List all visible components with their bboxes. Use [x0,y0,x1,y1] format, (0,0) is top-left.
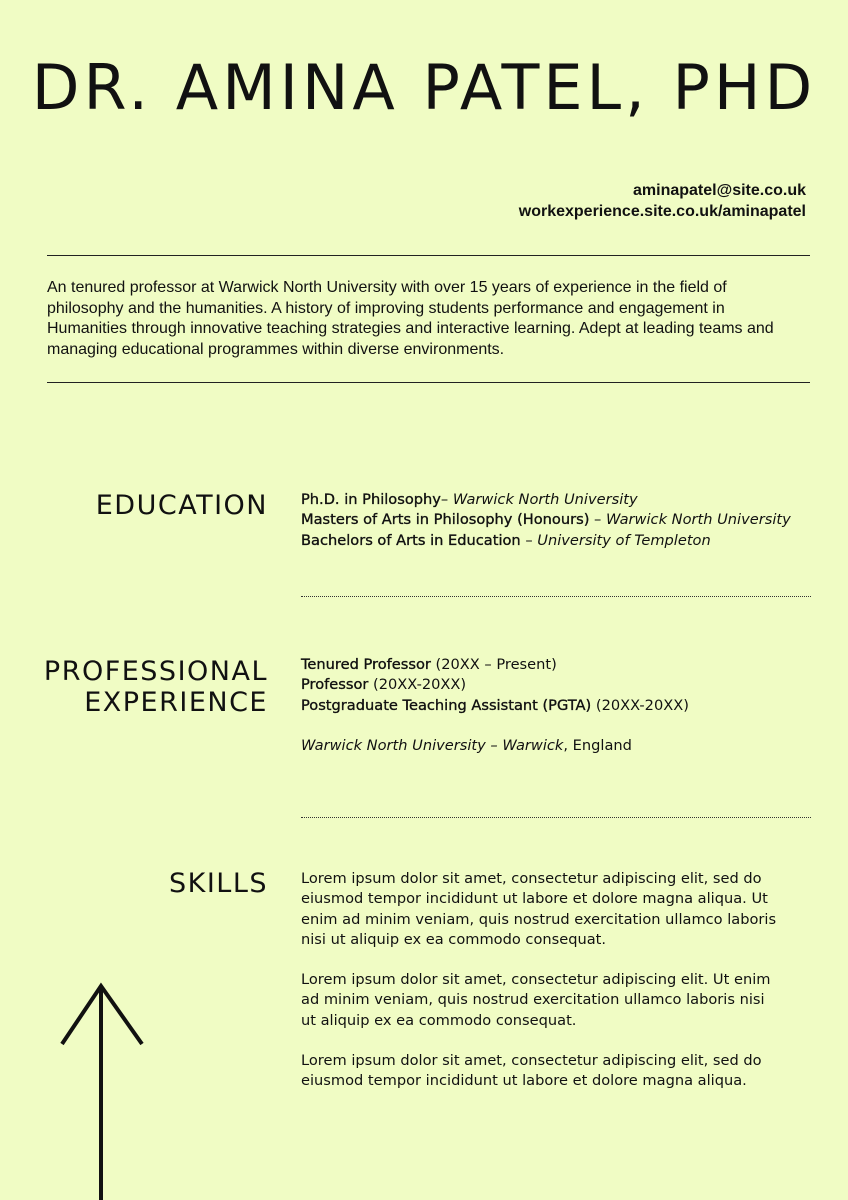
role-item [301,675,811,695]
degree-text: Bachelors of Arts in Education [301,531,521,549]
skills-paragraph: Lorem ipsum dolor sit amet, consectetur adipiscing elit, sed do eiusmod tempor incididunt ut labore et dolore magna aliqua. Ut enim ad minim veniam, quis nostrud exercitation ullamco laboris nisi ut aliquip ex ea commodo consequat. [301,870,777,948]
skills-title: SKILLS [168,868,268,899]
email-text: aminapatel@site.co.uk [633,182,806,199]
education-list [301,490,811,551]
up-arrow-icon [58,980,148,1200]
school-text: University of Templeton [537,531,711,549]
education-item [301,531,811,551]
education-item [301,510,811,530]
location-text: , England [563,736,632,754]
dates-text: (20XX – Present) [430,656,557,673]
employer-line [301,736,811,756]
dotted-divider [301,817,811,818]
dotted-divider [301,596,811,597]
experience-list [301,655,811,756]
experience-title-line2: EXPERIENCE [84,687,268,718]
education-title: EDUCATION [95,490,268,521]
dates-text: (20XX-20XX) [368,676,467,694]
contact-block [519,180,806,222]
degree-text: Masters of Arts in Philosophy (Honours) [301,511,590,529]
role-text: Postgraduate Teaching Assistant (PGTA) [301,696,592,714]
degree-text: Ph.D. in Philosophy [301,491,441,508]
school-text: Warwick North University [605,511,791,529]
experience-title-line1: PROFESSIONAL [43,656,268,687]
skills-text [301,869,781,1112]
school-text: Warwick North University [452,491,638,508]
skills-paragraph: Lorem ipsum dolor sit amet, consectetur adipiscing elit. Ut enim ad minim veniam, quis nostrud exercitation ullamco laboris nisi ut aliquip ex ea commodo consequat. [301,971,771,1029]
website-text: workexperience.site.co.uk/aminapatel [518,203,806,220]
role-text: Tenured Professor [301,656,431,673]
experience-title [44,656,268,718]
separator-text: – [520,531,538,549]
dates-text: (20XX-20XX) [591,696,689,714]
resume-name: DR. AMINA PATEL, PHD [31,51,817,124]
separator-text: – [589,511,606,529]
role-item [301,696,811,716]
role-text: Professor [301,676,369,694]
summary-text: An tenured professor at Warwick North University with over 15 years of experience in the field of philosophy and the humanities. A history of improving students performance and engagement in Humanities through innovative teaching strategies and interactive learning. Adept at leading teams and managing educational programmes within diverse environments. [47,279,774,358]
divider-summary [47,382,810,383]
separator-text: – [440,491,453,508]
education-item [301,490,811,510]
divider-top [47,255,810,256]
employer-text: Warwick North University – Warwick [301,736,564,754]
skills-paragraph: Lorem ipsum dolor sit amet, consectetur adipiscing elit, sed do eiusmod tempor incididunt ut labore et dolore magna aliqua. [301,1052,762,1090]
role-item [301,655,811,675]
